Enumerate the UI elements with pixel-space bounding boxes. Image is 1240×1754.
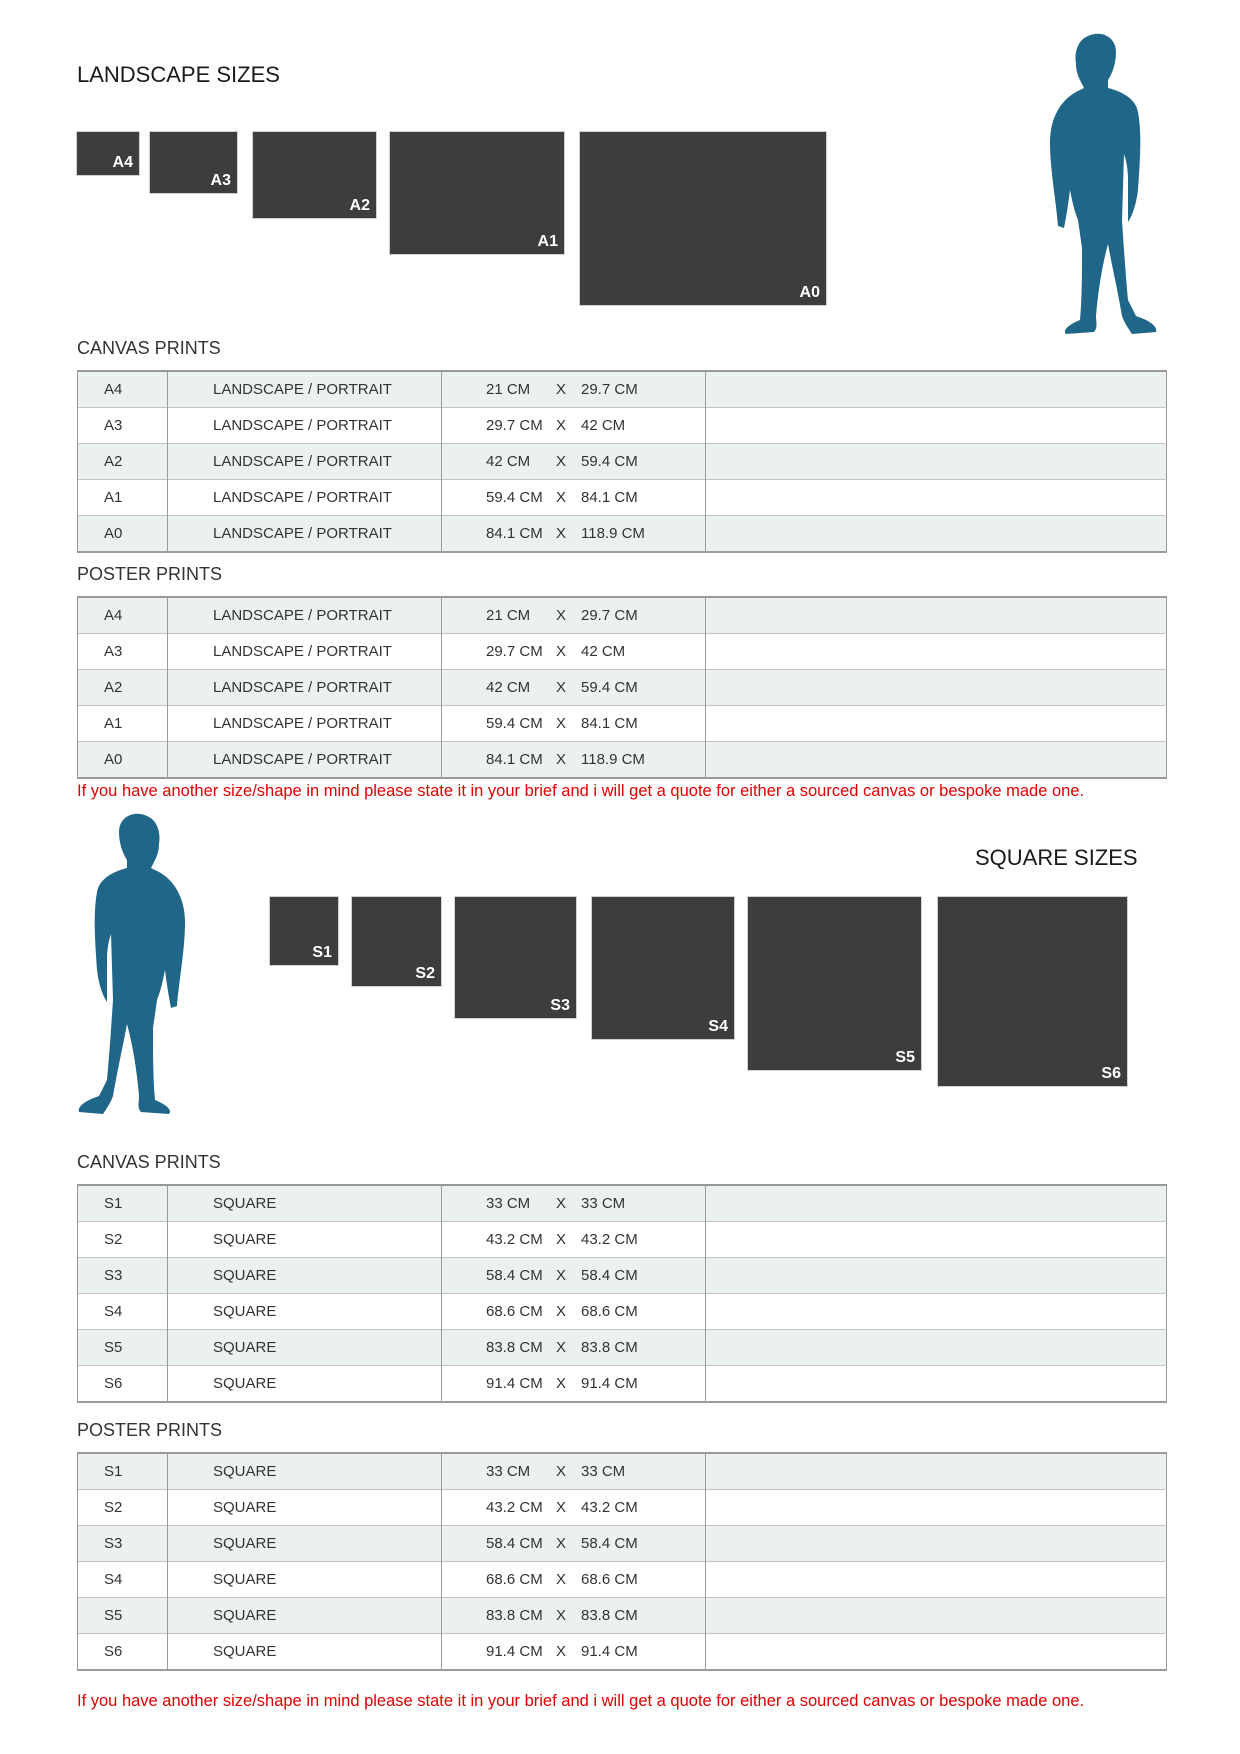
empty-cell bbox=[706, 597, 1167, 634]
size-code-cell: S6 bbox=[78, 1366, 168, 1403]
orientation-cell: SQUARE bbox=[168, 1185, 442, 1222]
size-code-cell: S3 bbox=[78, 1526, 168, 1562]
size-box-s1 bbox=[270, 897, 338, 965]
height-value: 29.7 CM bbox=[581, 381, 638, 398]
size-box-label: A0 bbox=[799, 284, 820, 301]
custom-size-note: If you have another size/shape in mind please state it in your brief and i will get a quote for either a sourced canvas or bespoke made one. bbox=[77, 782, 1085, 800]
dimensions-cell bbox=[442, 634, 706, 670]
table-row bbox=[78, 634, 1167, 670]
times-sign: X bbox=[556, 1463, 567, 1480]
times-sign: X bbox=[556, 489, 567, 506]
dimensions-cell bbox=[442, 516, 706, 553]
empty-cell bbox=[706, 1453, 1167, 1490]
dimensions-cell bbox=[442, 1526, 706, 1562]
dimensions-cell bbox=[442, 597, 706, 634]
width-value: 59.4 CM bbox=[486, 715, 543, 732]
width-value: 84.1 CM bbox=[486, 525, 543, 542]
square-poster-table bbox=[77, 1452, 1167, 1671]
width-value: 42 CM bbox=[486, 679, 531, 696]
empty-cell bbox=[706, 742, 1167, 779]
empty-cell bbox=[706, 371, 1167, 408]
size-box-a4 bbox=[77, 132, 139, 175]
height-value: 91.4 CM bbox=[581, 1643, 638, 1660]
square-canvas-title: CANVAS PRINTS bbox=[77, 1152, 221, 1172]
height-value: 118.9 CM bbox=[581, 751, 645, 768]
square-poster-title: POSTER PRINTS bbox=[77, 1420, 223, 1440]
height-value: 58.4 CM bbox=[581, 1267, 638, 1284]
dimensions-cell bbox=[442, 1490, 706, 1526]
size-box-label: S6 bbox=[1101, 1065, 1121, 1082]
width-value: 29.7 CM bbox=[486, 417, 543, 434]
table-row bbox=[78, 371, 1167, 408]
times-sign: X bbox=[556, 417, 567, 434]
size-code-cell: S4 bbox=[78, 1562, 168, 1598]
empty-cell bbox=[706, 670, 1167, 706]
orientation-cell: LANDSCAPE / PORTRAIT bbox=[168, 597, 442, 634]
times-sign: X bbox=[556, 525, 567, 542]
size-code-cell: S4 bbox=[78, 1294, 168, 1330]
times-sign: X bbox=[556, 1195, 567, 1212]
empty-cell bbox=[706, 480, 1167, 516]
times-sign: X bbox=[556, 1499, 567, 1516]
size-box-label: A2 bbox=[349, 197, 370, 214]
times-sign: X bbox=[556, 1607, 567, 1624]
width-value: 91.4 CM bbox=[486, 1375, 543, 1392]
size-box-label: S5 bbox=[895, 1049, 915, 1066]
orientation-cell: SQUARE bbox=[168, 1526, 442, 1562]
size-box-label: A1 bbox=[537, 233, 558, 250]
square-sizes-heading: SQUARE SIZES bbox=[975, 845, 1138, 870]
width-value: 43.2 CM bbox=[486, 1231, 543, 1248]
empty-cell bbox=[706, 444, 1167, 480]
dimensions-cell bbox=[442, 1185, 706, 1222]
orientation-cell: SQUARE bbox=[168, 1634, 442, 1671]
table-row bbox=[78, 1526, 1167, 1562]
dimensions-cell bbox=[442, 670, 706, 706]
times-sign: X bbox=[556, 1267, 567, 1284]
height-value: 59.4 CM bbox=[581, 679, 638, 696]
width-value: 83.8 CM bbox=[486, 1339, 543, 1356]
times-sign: X bbox=[556, 751, 567, 768]
width-value: 68.6 CM bbox=[486, 1571, 543, 1588]
size-code-cell: A1 bbox=[78, 480, 168, 516]
orientation-cell: SQUARE bbox=[168, 1453, 442, 1490]
empty-cell bbox=[706, 516, 1167, 553]
size-code-cell: S1 bbox=[78, 1185, 168, 1222]
empty-cell bbox=[706, 1634, 1167, 1671]
table-row bbox=[78, 1562, 1167, 1598]
dimensions-cell bbox=[442, 1562, 706, 1598]
table-row bbox=[78, 1366, 1167, 1403]
size-box-a3 bbox=[150, 132, 237, 193]
empty-cell bbox=[706, 1490, 1167, 1526]
height-value: 68.6 CM bbox=[581, 1303, 638, 1320]
size-code-cell: A4 bbox=[78, 597, 168, 634]
times-sign: X bbox=[556, 1303, 567, 1320]
orientation-cell: SQUARE bbox=[168, 1258, 442, 1294]
table-row bbox=[78, 670, 1167, 706]
table-row bbox=[78, 1490, 1167, 1526]
empty-cell bbox=[706, 706, 1167, 742]
times-sign: X bbox=[556, 453, 567, 470]
dimensions-cell bbox=[442, 1634, 706, 1671]
person-silhouette-icon bbox=[1040, 30, 1165, 360]
size-box-s2 bbox=[352, 897, 441, 986]
times-sign: X bbox=[556, 1535, 567, 1552]
size-code-cell: S5 bbox=[78, 1598, 168, 1634]
size-code-cell: A4 bbox=[78, 371, 168, 408]
dimensions-cell bbox=[442, 480, 706, 516]
orientation-cell: LANDSCAPE / PORTRAIT bbox=[168, 742, 442, 779]
size-box-label: S2 bbox=[415, 965, 435, 982]
size-code-cell: A3 bbox=[78, 634, 168, 670]
times-sign: X bbox=[556, 381, 567, 398]
table-row bbox=[78, 1598, 1167, 1634]
table-row bbox=[78, 408, 1167, 444]
width-value: 33 CM bbox=[486, 1195, 531, 1212]
width-value: 91.4 CM bbox=[486, 1643, 543, 1660]
size-code-cell: S5 bbox=[78, 1330, 168, 1366]
size-code-cell: S6 bbox=[78, 1634, 168, 1671]
height-value: 68.6 CM bbox=[581, 1571, 638, 1588]
person-silhouette-icon bbox=[70, 810, 195, 1140]
table-row bbox=[78, 742, 1167, 779]
empty-cell bbox=[706, 1258, 1167, 1294]
orientation-cell: SQUARE bbox=[168, 1366, 442, 1403]
size-box-a2 bbox=[253, 132, 376, 218]
empty-cell bbox=[706, 1526, 1167, 1562]
square-canvas-table bbox=[77, 1184, 1167, 1403]
landscape-canvas-title: CANVAS PRINTS bbox=[77, 338, 221, 358]
empty-cell bbox=[706, 1294, 1167, 1330]
times-sign: X bbox=[556, 1571, 567, 1588]
size-code-cell: A2 bbox=[78, 444, 168, 480]
width-value: 68.6 CM bbox=[486, 1303, 543, 1320]
dimensions-cell bbox=[442, 1598, 706, 1634]
dimensions-cell bbox=[442, 1258, 706, 1294]
orientation-cell: SQUARE bbox=[168, 1562, 442, 1598]
landscape-poster-title: POSTER PRINTS bbox=[77, 564, 223, 584]
orientation-cell: SQUARE bbox=[168, 1330, 442, 1366]
height-value: 42 CM bbox=[581, 643, 626, 660]
landscape-poster-table bbox=[77, 596, 1167, 779]
height-value: 59.4 CM bbox=[581, 453, 638, 470]
width-value: 58.4 CM bbox=[486, 1535, 543, 1552]
table-row bbox=[78, 480, 1167, 516]
size-box-a0 bbox=[580, 132, 826, 305]
dimensions-cell bbox=[442, 1222, 706, 1258]
times-sign: X bbox=[556, 1643, 567, 1660]
dimensions-cell bbox=[442, 706, 706, 742]
table-row bbox=[78, 1258, 1167, 1294]
dimensions-cell bbox=[442, 408, 706, 444]
height-value: 33 CM bbox=[581, 1195, 626, 1212]
dimensions-cell bbox=[442, 1330, 706, 1366]
size-code-cell: S3 bbox=[78, 1258, 168, 1294]
width-value: 33 CM bbox=[486, 1463, 531, 1480]
orientation-cell: SQUARE bbox=[168, 1222, 442, 1258]
dimensions-cell bbox=[442, 1294, 706, 1330]
times-sign: X bbox=[556, 1339, 567, 1356]
height-value: 58.4 CM bbox=[581, 1535, 638, 1552]
dimensions-cell bbox=[442, 371, 706, 408]
empty-cell bbox=[706, 1330, 1167, 1366]
dimensions-cell bbox=[442, 742, 706, 779]
height-value: 118.9 CM bbox=[581, 525, 645, 542]
table-row bbox=[78, 597, 1167, 634]
orientation-cell: LANDSCAPE / PORTRAIT bbox=[168, 444, 442, 480]
height-value: 42 CM bbox=[581, 417, 626, 434]
orientation-cell: LANDSCAPE / PORTRAIT bbox=[168, 670, 442, 706]
height-value: 83.8 CM bbox=[581, 1607, 638, 1624]
times-sign: X bbox=[556, 679, 567, 696]
size-box-label: A4 bbox=[112, 154, 133, 171]
width-value: 21 CM bbox=[486, 381, 531, 398]
times-sign: X bbox=[556, 1231, 567, 1248]
empty-cell bbox=[706, 1366, 1167, 1403]
height-value: 33 CM bbox=[581, 1463, 626, 1480]
size-box-s6 bbox=[938, 897, 1127, 1086]
dimensions-cell bbox=[442, 1453, 706, 1490]
table-row bbox=[78, 1222, 1167, 1258]
size-box-s3 bbox=[455, 897, 576, 1018]
empty-cell bbox=[706, 1562, 1167, 1598]
size-box-s4 bbox=[592, 897, 734, 1039]
times-sign: X bbox=[556, 643, 567, 660]
landscape-canvas-table bbox=[77, 370, 1167, 553]
size-code-cell: A0 bbox=[78, 516, 168, 553]
size-box-label: S1 bbox=[312, 944, 332, 961]
dimensions-cell bbox=[442, 1366, 706, 1403]
orientation-cell: SQUARE bbox=[168, 1294, 442, 1330]
table-row bbox=[78, 1634, 1167, 1671]
size-box-label: S4 bbox=[708, 1018, 728, 1035]
size-code-cell: A1 bbox=[78, 706, 168, 742]
size-code-cell: A3 bbox=[78, 408, 168, 444]
table-row bbox=[78, 1185, 1167, 1222]
empty-cell bbox=[706, 1185, 1167, 1222]
table-row bbox=[78, 1453, 1167, 1490]
height-value: 84.1 CM bbox=[581, 715, 638, 732]
empty-cell bbox=[706, 634, 1167, 670]
empty-cell bbox=[706, 1598, 1167, 1634]
orientation-cell: LANDSCAPE / PORTRAIT bbox=[168, 371, 442, 408]
times-sign: X bbox=[556, 715, 567, 732]
orientation-cell: LANDSCAPE / PORTRAIT bbox=[168, 516, 442, 553]
width-value: 59.4 CM bbox=[486, 489, 543, 506]
width-value: 42 CM bbox=[486, 453, 531, 470]
height-value: 29.7 CM bbox=[581, 607, 638, 624]
table-row bbox=[78, 444, 1167, 480]
empty-cell bbox=[706, 1222, 1167, 1258]
orientation-cell: LANDSCAPE / PORTRAIT bbox=[168, 408, 442, 444]
size-code-cell: S2 bbox=[78, 1222, 168, 1258]
height-value: 83.8 CM bbox=[581, 1339, 638, 1356]
size-code-cell: A2 bbox=[78, 670, 168, 706]
orientation-cell: LANDSCAPE / PORTRAIT bbox=[168, 634, 442, 670]
width-value: 21 CM bbox=[486, 607, 531, 624]
times-sign: X bbox=[556, 1375, 567, 1392]
orientation-cell: SQUARE bbox=[168, 1490, 442, 1526]
dimensions-cell bbox=[442, 444, 706, 480]
width-value: 58.4 CM bbox=[486, 1267, 543, 1284]
landscape-sizes-heading: LANDSCAPE SIZES bbox=[77, 62, 280, 87]
size-box-s5 bbox=[748, 897, 921, 1070]
orientation-cell: LANDSCAPE / PORTRAIT bbox=[168, 706, 442, 742]
times-sign: X bbox=[556, 607, 567, 624]
size-code-cell: S2 bbox=[78, 1490, 168, 1526]
table-row bbox=[78, 1330, 1167, 1366]
orientation-cell: LANDSCAPE / PORTRAIT bbox=[168, 480, 442, 516]
size-box-label: A3 bbox=[210, 172, 231, 189]
width-value: 83.8 CM bbox=[486, 1607, 543, 1624]
width-value: 84.1 CM bbox=[486, 751, 543, 768]
orientation-cell: SQUARE bbox=[168, 1598, 442, 1634]
width-value: 43.2 CM bbox=[486, 1499, 543, 1516]
height-value: 43.2 CM bbox=[581, 1231, 638, 1248]
table-row bbox=[78, 706, 1167, 742]
width-value: 29.7 CM bbox=[486, 643, 543, 660]
size-code-cell: S1 bbox=[78, 1453, 168, 1490]
height-value: 43.2 CM bbox=[581, 1499, 638, 1516]
size-code-cell: A0 bbox=[78, 742, 168, 779]
empty-cell bbox=[706, 408, 1167, 444]
height-value: 91.4 CM bbox=[581, 1375, 638, 1392]
height-value: 84.1 CM bbox=[581, 489, 638, 506]
table-row bbox=[78, 1294, 1167, 1330]
table-row bbox=[78, 516, 1167, 553]
size-box-label: S3 bbox=[550, 997, 570, 1014]
size-box-a1 bbox=[390, 132, 564, 254]
custom-size-note: If you have another size/shape in mind please state it in your brief and i will get a quote for either a sourced canvas or bespoke made one. bbox=[77, 1692, 1085, 1710]
